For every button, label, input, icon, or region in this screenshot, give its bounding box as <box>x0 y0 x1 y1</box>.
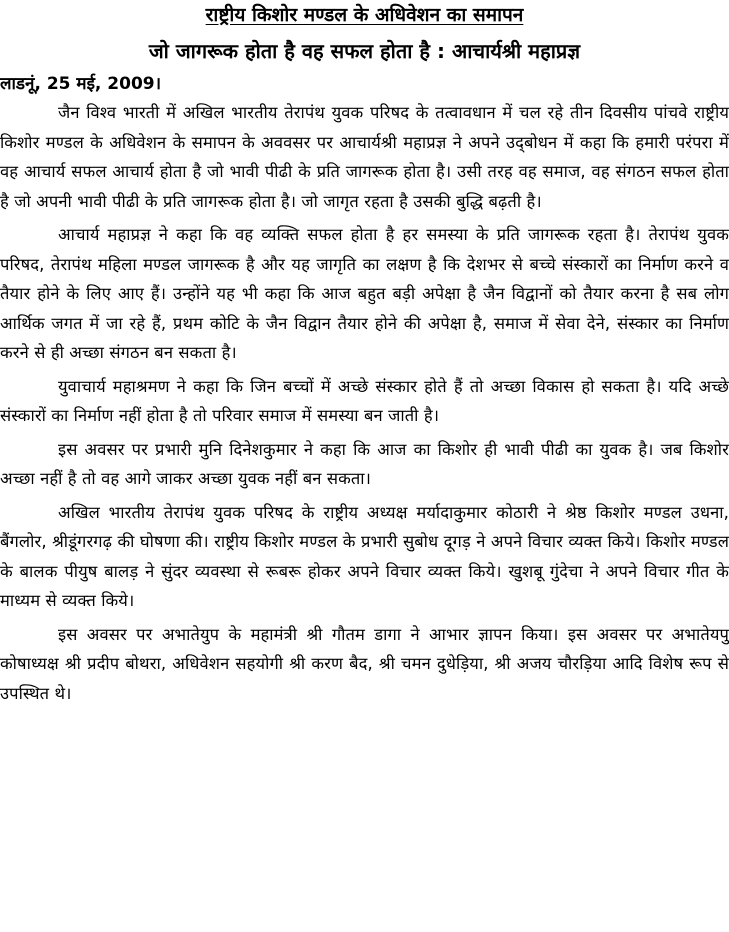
article-subheadline: जो जागरूक होता है वह सफल होता है : आचार्यश्री महाप्रज्ञ <box>148 39 581 63</box>
article-paragraph-4: इस अवसर पर प्रभारी मुनि दिनेशकुमार ने कहा कि आज का किशोर ही भावी पीढी का युवक है। जब किशोर अच्छा नहीं है तो वह आगे जाकर अच्छा युवक नहीं बन सकता। <box>0 439 729 488</box>
article-headline: राष्ट्रीय किशोर मण्डल के अधिवेशन का समापन <box>205 4 524 26</box>
article-dateline: लाडनूं, 25 मई, 2009। <box>0 74 162 94</box>
article-paragraph-3: युवाचार्य महाश्रमण ने कहा कि जिन बच्चों में अच्छे संस्कार होते हैं तो अच्छा विकास हो सकता है। यदि अच्छे संस्कारों का निर्माण नहीं होता है तो परिवार समाज में समस्या बन जाती है। <box>0 376 729 425</box>
article-paragraph-1: जैन विश्व भारती में अखिल भारतीय तेरापंथ युवक परिषद के तत्वावधान में चल रहे तीन दिवसीय पांचवे राष्ट्रीय किशोर मण्डल के अधिवेशन के समापन के अववसर पर आचार्यश्री महाप्रज्ञ ने अपने उद्‌बोधन में कहा कि हमारी परंपरा में वह आचार्य सफल आचार्य होता है जो भावी पीढी के प्रति जागरूक होता है। उसी तरह वह समाज, वह संगठन सफल होता है जो अपनी भावी पीढी के प्रति जागरूक होता है। जो जागृत रहता है उसकी बुद्धि बढ़ती है। <box>0 103 729 211</box>
article-paragraph-5: अखिल भारतीय तेरापंथ युवक परिषद के राष्ट्रीय अध्यक्ष मर्यादाकुमार कोठारी ने श्रेष्ठ किशोर मण्डल उधना, बैंगलोर, श्रीडूंगरगढ़ की घोषणा की। राष्ट्रीय किशोर मण्डल के प्रभारी सुबोध दूगड़ ने अपने विचार व्यक्त किये। किशोर मण्डल के बालक पीयुष बालड़ ने सुंदर व्यवस्था से रूबरू होकर अपने विचार व्यक्त किये। खुशबू गुंदेचा ने अपने विचार गीत के माध्यम से व्यक्त किये। <box>0 502 729 610</box>
article-paragraph-6: इस अवसर पर अभातेयुप के महामंत्री श्री गौतम डागा ने आभार ज्ञापन किया। इस अवसर पर अभातेयपु कोषाध्यक्ष श्री प्रदीप बोथरा, अधिवेशन सहयोगी श्री करण बैद, श्री चमन दुधेड़िया, श्री अजय चौरड़िया आदि विशेष रूप से उपस्थित थे। <box>0 624 729 703</box>
article-paragraph-2: आचार्य महाप्रज्ञ ने कहा कि वह व्यक्ति सफल होता है हर समस्या के प्रति जागरूक रहता है। तेरापंथ युवक परिषद, तेरापंथ महिला मण्डल जागरूक है और यह जागृति का लक्षण है कि देशभर से बच्चे संस्कारों का निर्माण करने व तैयार होने के लिए आए हैं। उन्होंने यह भी कहा कि आज बहुत बड़ी अपेक्षा है जैन विद्वानों को तैयार करना है सब लोग आर्थिक जगत में जा रहे हैं, प्रथम कोटि के जैन विद्वान तैयार होने की अपेक्षा है, समाज में सेवा देने, संस्कार का निर्माण करने से ही अच्छा संगठन बन सकता है। <box>0 225 729 362</box>
